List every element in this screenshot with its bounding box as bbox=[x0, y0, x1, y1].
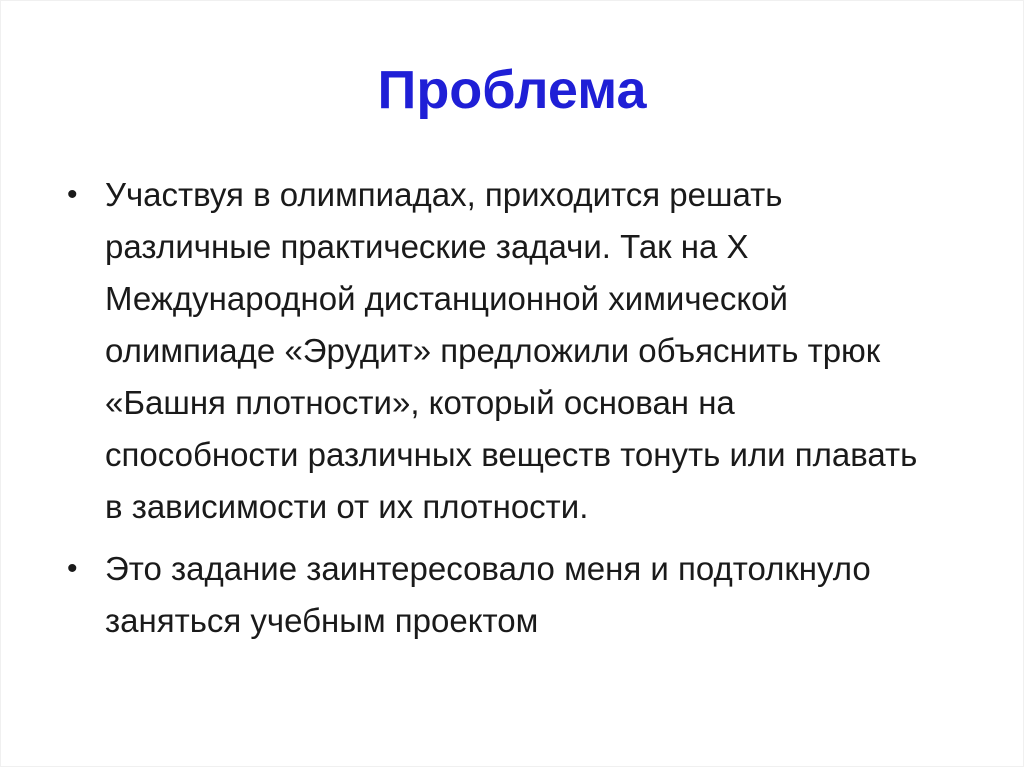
bullet-item bbox=[65, 169, 925, 533]
bullet-item bbox=[65, 543, 925, 647]
bullet-marker-icon: • bbox=[67, 178, 78, 211]
bullet-marker-icon: • bbox=[67, 552, 78, 585]
bullet-text: Это задание заинтересовало меня и подтолкнуло заняться учебным проектом bbox=[105, 550, 871, 639]
bullet-text: Участвуя в олимпиадах, приходится решать различные практические задачи. Так на X Международной дистанционной химической олимпиаде «Эрудит» предложили объяснить трюк «Башня плотности», который основан на способности различных веществ тонуть или плавать в зависимости от их плотности. bbox=[105, 176, 918, 525]
slide-title: Проблема bbox=[377, 60, 647, 120]
bullet-list bbox=[65, 169, 925, 647]
